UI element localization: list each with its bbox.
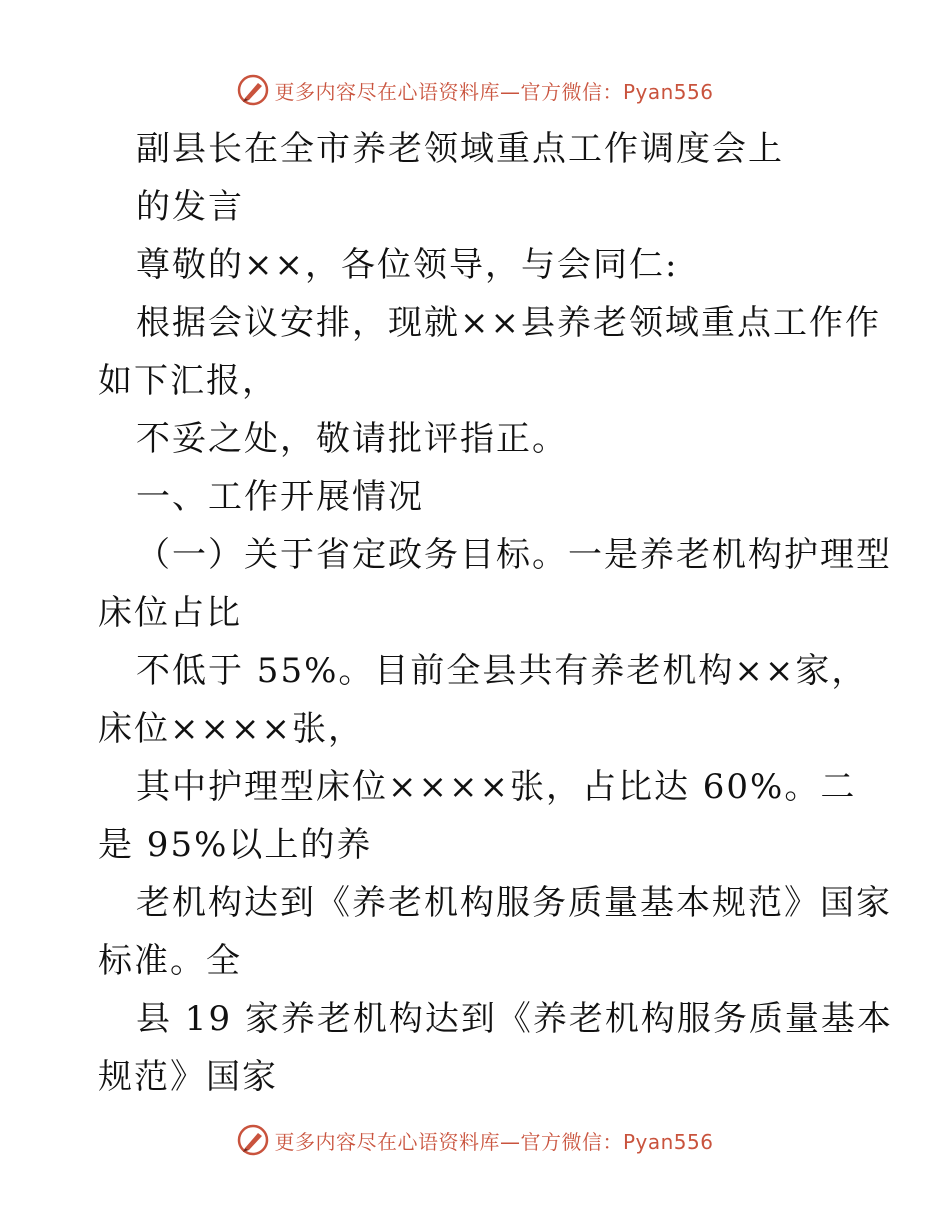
doc-line: 是 95%以上的养 xyxy=(98,825,373,865)
doc-line: 不低于 55%。目前全县共有养老机构××家， xyxy=(136,651,868,691)
doc-line: 如下汇报， xyxy=(98,361,278,401)
pen-logo-icon xyxy=(236,1123,270,1157)
document-body xyxy=(98,120,893,1106)
doc-line: 其中护理型床位××××张，占比达 60%。二 xyxy=(136,767,857,807)
doc-line: 副县长在全市养老领域重点工作调度会上 xyxy=(136,129,784,169)
watermark-wechat: 官方微信：Pyan556 xyxy=(520,79,714,104)
doc-line: 县 19 家养老机构达到《养老机构服务质量基本 xyxy=(136,999,893,1039)
doc-line: 不妥之处，敬请批评指正。 xyxy=(136,419,568,459)
watermark-main: 更多内容尽在心语资料库 xyxy=(274,1129,500,1154)
section-heading: 一、工作开展情况 xyxy=(136,477,424,517)
watermark-banner-top xyxy=(0,70,950,110)
watermark-dash: — xyxy=(499,1129,521,1154)
doc-line: 根据会议安排，现就××县养老领域重点工作作 xyxy=(136,303,881,343)
doc-line: 老机构达到《养老机构服务质量基本规范》国家 xyxy=(136,883,892,923)
doc-line: 规范》国家 xyxy=(98,1057,278,1097)
doc-line: 床位××××张， xyxy=(98,709,364,749)
watermark-banner-bottom xyxy=(0,1120,950,1160)
watermark-dash: — xyxy=(499,79,521,104)
doc-line: （一）关于省定政务目标。一是养老机构护理型 xyxy=(136,535,892,575)
doc-line: 尊敬的××，各位领导，与会同仁: xyxy=(136,245,679,285)
doc-line: 床位占比 xyxy=(98,593,242,633)
watermark-main: 更多内容尽在心语资料库 xyxy=(274,79,500,104)
doc-line: 的发言 xyxy=(136,187,244,227)
doc-line: 标准。全 xyxy=(98,941,242,981)
watermark-wechat: 官方微信：Pyan556 xyxy=(520,1129,714,1154)
pen-logo-icon xyxy=(236,73,270,107)
